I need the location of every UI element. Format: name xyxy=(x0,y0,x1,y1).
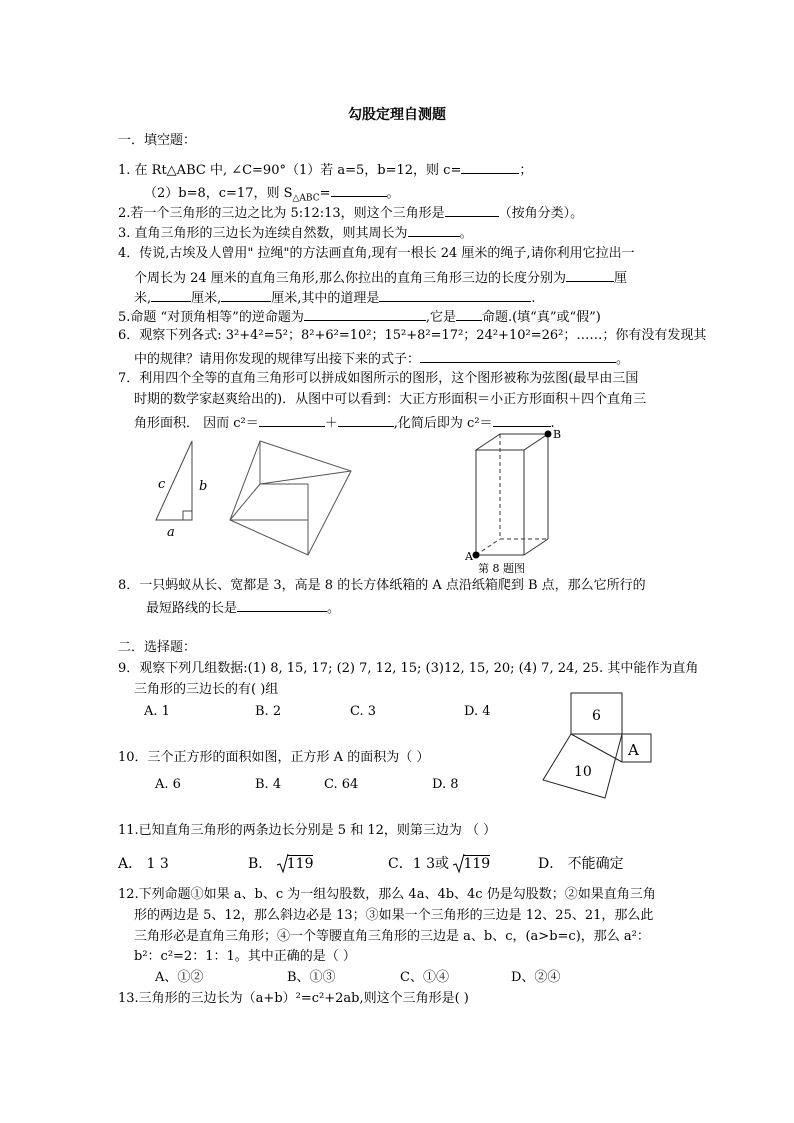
q3-end: 。 xyxy=(459,226,473,241)
q6-blank[interactable] xyxy=(420,349,616,363)
q9-option-b[interactable]: B. 2 xyxy=(255,704,282,719)
squares-figure xyxy=(540,688,660,813)
q2-end: （按角分类）。 xyxy=(498,206,584,221)
label-a: a xyxy=(167,525,175,540)
q3-text: 3. 直角三角形的三边长为连续自然数，则其周长为 xyxy=(118,226,408,241)
q5-blank-1[interactable] xyxy=(304,307,426,321)
q9-option-d[interactable]: D. 4 xyxy=(464,704,491,719)
cuboid-edge-5 xyxy=(524,539,548,555)
question-9-line1: 9．观察下列几组数据:(1) 8, 15, 17; (2) 7, 12, 15; (3)12, 15, 20; (4) 7, 24, 25. 其中能作为直角 xyxy=(118,661,699,676)
question-10: 10．三个正方形的面积如图，正方形 A 的面积为（ ） xyxy=(118,750,430,765)
q5-mid: ,它是 xyxy=(425,310,456,325)
question-8-line2 xyxy=(146,598,340,618)
q4-blank-1[interactable] xyxy=(566,268,614,282)
question-13: 13.三角形的三边长为（a+b）²=c²+2ab,则这个三角形是( ) xyxy=(118,991,469,1006)
point-a xyxy=(473,552,480,559)
q6-l2-end: 。 xyxy=(616,352,630,367)
q8-l2-text: 最短路线的长是 xyxy=(146,601,238,616)
triangle-hypotenuse xyxy=(571,734,622,762)
q1b-end: 。 xyxy=(386,186,400,201)
cuboid-top xyxy=(476,434,548,450)
figure-8-caption: 第 8 题图 xyxy=(478,562,525,575)
q6-l2-text: 中的规律？请用你发现的规律写出接下来的式子： xyxy=(134,352,421,367)
q4-l2-text: 个周长为 24 厘米的直角三角形,那么你拉出的直角三角形三边的长度分别为 xyxy=(134,271,566,286)
sqrt-icon xyxy=(453,854,465,874)
q7-l3-c: ,化简后即为 c²＝ xyxy=(393,416,493,431)
question-3 xyxy=(118,223,473,243)
cuboid-figure xyxy=(462,428,562,573)
q4-l3-a: 米, xyxy=(134,291,152,306)
sqrt-119-c xyxy=(453,856,490,872)
sqrt-c-radicand: 119 xyxy=(463,856,491,872)
question-8-line1: 8．一只蚂蚁从长、宽都是 3，高是 8 的长方体纸箱的 A 点沿纸箱爬到 B 点，那么它所行的 xyxy=(118,578,646,593)
q7-blank-2[interactable] xyxy=(338,413,394,427)
q9-option-a[interactable]: A. 1 xyxy=(144,704,170,719)
q11-b-label: B． xyxy=(248,856,273,872)
q8-l2-end: 。 xyxy=(327,601,341,616)
q4-blank-4[interactable] xyxy=(379,288,531,302)
label-point-a: A xyxy=(465,550,473,563)
q7-l3-a: 角形面积． 因而 c²＝ xyxy=(134,416,259,431)
sqrt-icon xyxy=(277,854,289,874)
q1a-end: ； xyxy=(519,163,533,178)
question-11: 11.已知直角三角形的两条边长分别是 5 和 12，则第三边为 （ ） xyxy=(118,823,497,838)
q5-blank-2[interactable] xyxy=(456,307,482,321)
question-2 xyxy=(118,203,583,223)
question-4-line1: 4．传说,古埃及人曾用" 拉绳"的方法画直角,现有一根长 24 厘米的绳子,请你利用它拉出一 xyxy=(118,246,635,261)
q10-option-b[interactable]: B. 4 xyxy=(255,777,282,792)
question-1a xyxy=(118,160,532,180)
q4-blank-3[interactable] xyxy=(221,288,271,302)
question-6-line2 xyxy=(134,349,629,369)
right-triangle-figure xyxy=(150,436,210,541)
question-7-line2: 时期的数学家赵爽给出的)．从图中可以看到：大正方形面积＝小正方形面积＋四个直角三 xyxy=(134,392,647,407)
q10-option-d[interactable]: D. 8 xyxy=(432,777,459,792)
q5-text: 5.命题 “对顶角相等”的逆命题为 xyxy=(118,310,304,325)
question-9-line2: 三角形的三边长的有( )组 xyxy=(134,682,279,697)
right-angle-mark xyxy=(183,511,192,520)
sqrt-b-radicand: 119 xyxy=(286,856,314,872)
cuboid-hidden-edge-2 xyxy=(476,539,500,555)
question-12-line2: 形的两边是 5、12，那么斜边必是 13；③如果一个三角形的三边是 12、25、21，那么此 xyxy=(134,908,654,923)
q4-l2-end: 厘 xyxy=(613,271,627,286)
q10-option-a[interactable]: A. 6 xyxy=(155,777,181,792)
q3-blank[interactable] xyxy=(408,223,460,237)
question-5 xyxy=(118,307,601,327)
q7-blank-3[interactable] xyxy=(493,413,551,427)
question-6-line1: 6．观察下列各式: 3²+4²=5²；8²+6²=10²；15²+8²=17²；24²+10²=26²；……；你有没有发现其 xyxy=(118,328,707,343)
q7-l3-d: . xyxy=(550,416,555,431)
question-12-line3: 三角形必是直角三角形；④一个等腰直角三角形的三边是 a、b、c，(a>b=c)，那么 a²： xyxy=(134,929,650,944)
q12-option-b[interactable]: B、①③ xyxy=(287,970,336,985)
q11-option-c[interactable] xyxy=(388,855,490,873)
q1b-sub: △ABC xyxy=(292,193,320,204)
q5-end: 命题.(填“真”或“假”) xyxy=(481,310,601,325)
sqrt-119-b xyxy=(277,856,314,872)
q11-option-b[interactable] xyxy=(248,855,313,873)
label-square-6: 6 xyxy=(592,708,601,724)
q7-blank-1[interactable] xyxy=(259,413,325,427)
q2-blank[interactable] xyxy=(445,203,499,217)
q11-option-a[interactable]: A． 1 3 xyxy=(118,856,169,872)
q4-blank-2[interactable] xyxy=(151,288,191,302)
q7-l3-b: ＋ xyxy=(324,416,338,431)
question-7-line1: 7．利用四个全等的直角三角形可以拼成如图所示的图形，这个图形被称为弦图(最早由三国 xyxy=(118,371,639,386)
q1b-eq: = xyxy=(319,186,331,201)
question-4-line2 xyxy=(134,268,627,288)
label-b: b xyxy=(199,479,208,494)
q1a-text: 1. 在 Rt△ABC 中, ∠C=90°（1）若 a=5，b=12，则 c= xyxy=(118,163,462,178)
label-square-a: A xyxy=(628,741,639,759)
inner-line-6 xyxy=(230,484,260,520)
page-title: 勾股定理自测题 xyxy=(348,107,446,123)
q2-text: 2.若一个三角形的三边之比为 5:12:13，则这个三角形是 xyxy=(118,206,445,221)
q1a-blank[interactable] xyxy=(461,160,519,174)
label-point-b: B xyxy=(553,428,562,441)
question-4-line3 xyxy=(134,288,536,308)
q4-l3-d: . xyxy=(531,291,536,306)
label-c: c xyxy=(158,477,166,492)
q12-option-d[interactable]: D、②④ xyxy=(511,970,561,985)
point-b xyxy=(545,431,552,438)
q12-option-c[interactable]: C、①④ xyxy=(400,970,449,985)
q9-option-c[interactable]: C. 3 xyxy=(350,704,377,719)
section-choice-heading: 二．选择题： xyxy=(118,640,197,655)
q4-l3-b: 厘米, xyxy=(191,291,222,306)
label-square-10: 10 xyxy=(574,764,592,780)
inner-line-2 xyxy=(260,471,351,484)
q11-option-d[interactable]: D． 不能确定 xyxy=(538,856,624,872)
section-fill-heading: 一．填空题： xyxy=(118,133,197,148)
q12-option-a[interactable]: A、①② xyxy=(155,970,204,985)
q1b-blank[interactable] xyxy=(331,183,387,197)
q11-c-label: C．1 3或 xyxy=(388,856,449,872)
question-12-line4: b²：c²=2：1：1。其中正确的是（ ） xyxy=(134,949,356,964)
q1b-text: （2）b=8，c=17，则 S xyxy=(144,186,293,201)
question-12-line1: 12.下列命题①如果 a、b、c 为一组勾股数，那么 4a、4b、4c 仍是勾股数；②如果直角三角 xyxy=(118,887,656,902)
q8-blank[interactable] xyxy=(237,598,327,612)
xian-diagram-figure xyxy=(224,438,354,560)
q4-l3-c: 厘米,其中的道理是 xyxy=(271,291,380,306)
q10-option-c[interactable]: C. 64 xyxy=(324,777,359,792)
